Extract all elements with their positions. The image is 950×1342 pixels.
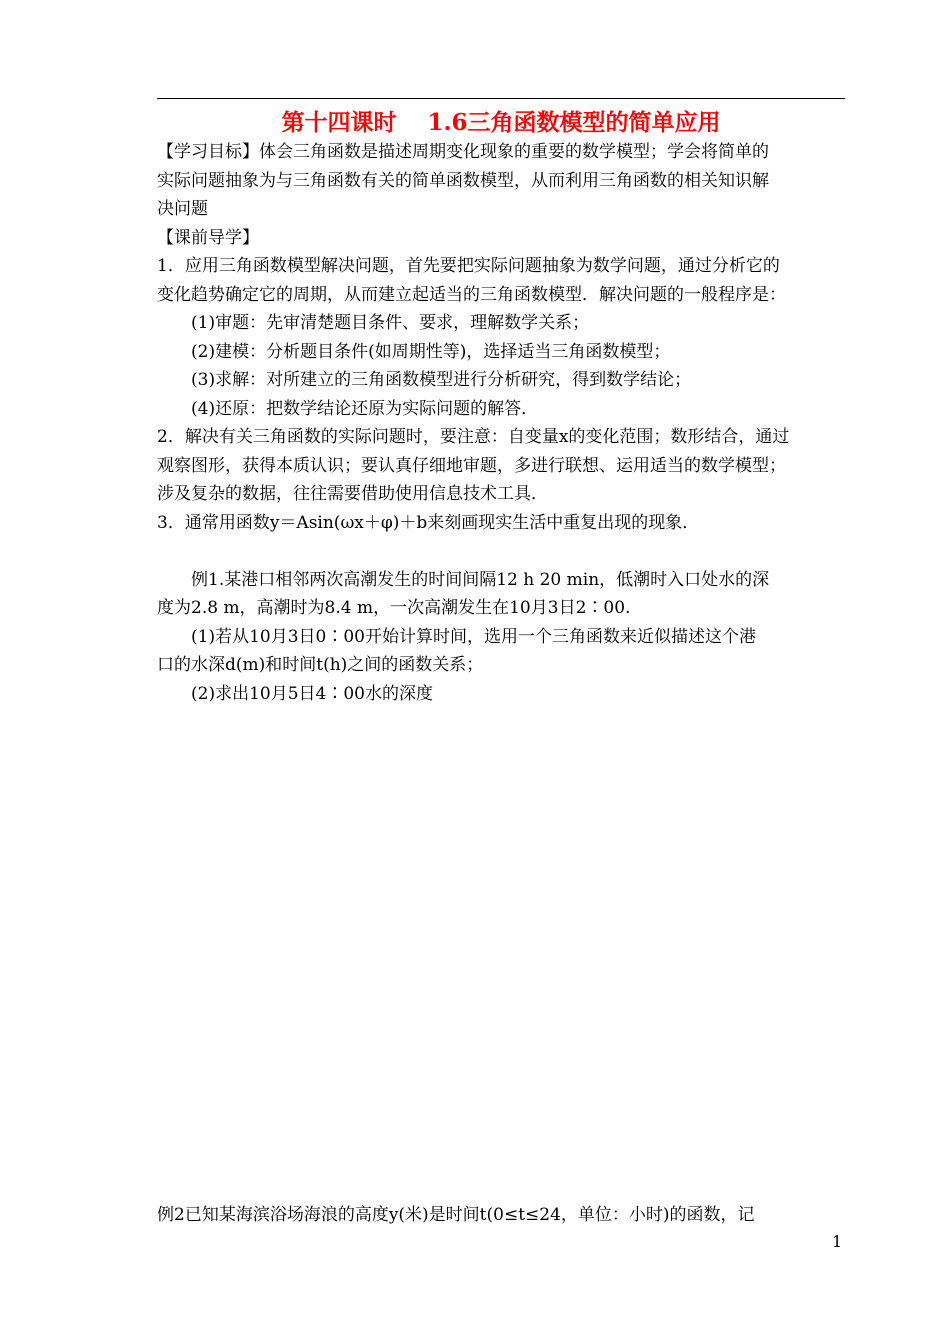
objective-line: 决问题 xyxy=(157,199,208,219)
preview-line: 涉及复杂的数据，往往需要借助使用信息技术工具． xyxy=(157,484,548,504)
preview-line: 变化趋势确定它的周期，从而建立起适当的三角函数模型．解决问题的一般程序是： xyxy=(157,284,786,305)
lesson-title: 第十四课时 1.6三角函数模型的简单应用 xyxy=(281,109,721,136)
objective-line: 【学习目标】体会三角函数是描述周期变化现象的重要的数学模型；学会将简单的 xyxy=(157,142,769,162)
example-1-stem: 度为2.8 m，高潮时为8.4 m，一次高潮发生在10月3日2∶00. xyxy=(157,598,631,618)
example-1-question-1: (1)若从10月3日0∶00开始计算时间，选用一个三角函数来近似描述这个港 xyxy=(191,626,756,647)
example-2-stem: 例2已知某海滨浴场海浪的高度y(米)是时间t(0≤t≤24，单位：小时)的函数，记 xyxy=(157,1205,755,1225)
preview-line: 1．应用三角函数模型解决问题，首先要把实际问题抽象为数学问题，通过分析它的 xyxy=(157,256,780,276)
step-restore: (4)还原：把数学结论还原为实际问题的解答． xyxy=(191,398,539,419)
step-review: (1)审题：先审清楚题目条件、要求，理解数学关系； xyxy=(191,313,590,333)
objective-line: 实际问题抽象为与三角函数有关的简单函数模型，从而利用三角函数的相关知识解 xyxy=(157,170,769,191)
example-1-question-2: (2)求出10月5日4∶00水的深度 xyxy=(191,683,433,704)
step-model: (2)建模：分析题目条件(如周期性等)，选择适当三角函数模型； xyxy=(191,341,671,362)
preview-item-2 xyxy=(157,423,845,509)
example-1 xyxy=(157,566,845,709)
document-body xyxy=(157,138,845,708)
preview-heading: 【课前导学】 xyxy=(157,227,259,248)
preview-item-3: 3．通常用函数y＝Asin(ωx＋φ)＋b来刻画现实生活中重复出现的现象． xyxy=(157,512,700,533)
spacer xyxy=(157,537,845,566)
header-rule xyxy=(157,98,845,99)
step-solve: (3)求解：对所建立的三角函数模型进行分析研究，得到数学结论； xyxy=(191,370,692,390)
preview-line: 观察图形，获得本质认识；要认真仔细地审题，多进行联想、运用适当的数学模型； xyxy=(157,455,786,476)
procedure-steps xyxy=(157,309,845,423)
learning-objective xyxy=(157,138,845,224)
preview-item-1 xyxy=(157,252,845,309)
page-number: 1 xyxy=(832,1232,843,1251)
example-1-question-1: 口的水深d(m)和时间t(h)之间的函数关系； xyxy=(157,655,484,675)
example-1-stem: 例1.某港口相邻两次高潮发生的时间间隔12 h 20 min，低潮时入口处水的深 xyxy=(191,569,770,590)
preview-line: 2．解决有关三角函数的实际问题时，要注意：自变量x的变化范围；数形结合，通过 xyxy=(157,427,790,447)
